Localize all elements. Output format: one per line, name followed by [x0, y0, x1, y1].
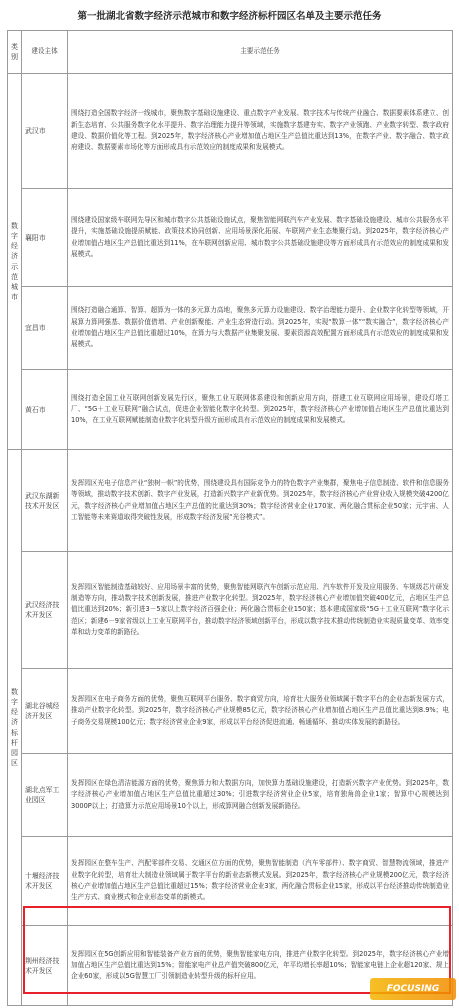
- header-category: 类别: [8, 31, 22, 74]
- subject-cell: 宜昌市: [22, 287, 68, 370]
- table-row: [8, 669, 453, 754]
- demonstration-list-table: [7, 30, 453, 1006]
- subject-cell: 襄阳市: [22, 189, 68, 287]
- document-title: 第一批湖北省数字经济示范城市和数字经济标杆园区名单及主要示范任务: [77, 11, 382, 22]
- task-cell: 围绕打造全国工业互联网创新发展先行区，聚焦工业互联网体系建设和创新应用方向，搭建工业互联网应用场景，建设灯塔工厂、“5G＋工业互联网”融合试点，促进企业智能化数字化转型。到2025年，数字经济核心产业增加值占地区生产总值比重达到10%，在工业互联网赋能制造业数字化转型升级方面形成具有示范效应的制度成果和发展模式。: [68, 370, 453, 450]
- table-row: [8, 74, 453, 189]
- table-row: [8, 450, 453, 552]
- table-row: [8, 754, 453, 837]
- subject-cell: 荆州经济技术开发区: [22, 926, 68, 1006]
- category-cell: 数字经济标杆园区: [8, 450, 22, 1006]
- watermark-logo: FOCUSING: [370, 978, 456, 1000]
- subject-cell: 湖北点军工业园区: [22, 754, 68, 837]
- task-cell: 围绕建设国家级车联网先导区和城市数字公共基础设施试点，聚焦智能网联汽车产业发展、数字基础设施建设、城市公共服务水平提升，实施基础设施提质赋能、政策技术协同创新、应用场景深化拓展、车联网产业生态集聚行动。到2025年，数字经济核心产业增加值占地区生产总值比重达到11%，在车联网创新应用、城市数字公共基础设施建设等方面形成具有示范效应的制度成果和发展模式。: [68, 189, 453, 287]
- task-cell: 发挥园区光电子信息产业“独树一帜”的优势，围绕建设具有国际竞争力的特色数字产业集群，聚焦电子信息制造、软件和信息服务等领域，推动数字技术创新、数字产业发展，打造新兴数字产业新优势。到2025年，数字经济核心产业营业收入规模突破4200亿元，数字经济核心产业增加值占地区生产总值的比重达到30%；数字经济营业企业170家、两化融合贯标企业50家；元宇宙、人工智能等未来赛道取得突破性发展，形成数字经济发展“光谷模式”。: [68, 450, 453, 552]
- subject-cell: 武汉经济技术开发区: [22, 552, 68, 669]
- subject-cell: 黄石市: [22, 370, 68, 450]
- table-row: [8, 552, 453, 669]
- task-cell: 围绕打造融合通算、智算、超算为一体的多元算力高地，聚焦多元算力设施建设、数字治理能力提升、企业数字化转型等领域，开展算力算网强基、数据价值借增、产业创新聚能、产业生态营造行动。到2025年，实现“数算一体”“数实融合”，数字经济核心产业增加值占地区生产总值比重超过10%，在算力与大数据产业集聚发展、要素资源高效配置方面形成具有示范效应的制度成果和发展模式。: [68, 287, 453, 370]
- subject-cell: 湖北谷城经济开发区: [22, 669, 68, 754]
- table-row: [8, 287, 453, 370]
- header-task: 主要示范任务: [68, 31, 453, 74]
- header-subject: 建设主体: [22, 31, 68, 74]
- subject-cell: 武汉东湖新技术开发区: [22, 450, 68, 552]
- task-cell: 发挥园区在电子商务方面的优势，聚焦互联网平台服务、数字商贸方向，培育壮大服务业领域属于数字平台的企业态新发展方式，推动产业数字化转型。到2025年，数字经济核心产业规模85亿元，数字经济核心产业增加值占地区生产总值比重达到8.9%；电子商务交易规模100亿元；数字经济营业企业9家，形成以平台经济促进流通、畅通循环、推动实体发展的新路径。: [68, 669, 453, 754]
- task-cell: 发挥园区在整车生产、汽配零部件交易、交通区位方面的优势，聚焦智能制造（汽车零部件）、数字商贸、智慧物流领域，推进产业数字化转型，培育壮大制造业领域属于数字平台的新业态新模式发展。到2025年，数字经济核心产业规模200亿元，数字经济核心产业增加值占地区生产总值比重超过15%；数字经济营业企业3家，两化融合贯标企业15家，形成以平台经济推动传统制造业生产方式、商业模式和企业形态变革的新模式。: [68, 837, 453, 926]
- category-cell: 数字经济示范城市: [8, 74, 22, 450]
- task-cell: 发挥园区在绿色清洁能源方面的优势，聚焦算力和大数据方向，加快算力基础设施建设，打造新兴数字产业优势。到2025年，数字经济核心产业增加值占地区生产总值比重超过30%；引进数字经济营业企业5家，培育独角兽企业1家；智算中心规模达到3000P以上；打造算力示范应用场景10个以上，形成算网融合创新发展新路径。: [68, 754, 453, 837]
- task-cell: 发挥园区在5G创新应用和智能装备产业方面的优势，聚焦智能家电方向，推进产业数字化转型。到2025年，数字经济核心产业增加值占地区生产总值比重达到15%；智能家电产业总产值突破800亿元，年平均增长率超10%；智能家电链上企业超120家、规上企业60家，形成以5G智慧工厂引领制造业转型升级的标杆应用。: [68, 926, 453, 1006]
- table-row: [8, 370, 453, 450]
- table-header-row: [8, 31, 453, 74]
- task-cell: 围绕打造全国数字经济一线城市，聚焦数字基础设施建设、重点数字产业发展、数字技术与传统产业融合、数据要素体系建立、创新生态培育、公共服务数字化水平提升、数字治理能力提升等领域，实施数字基建夯实、数字产业领跑、产业数字转型、数字政府建设、数据价值化等工程。到2025年，数字经济核心产业增加值占地区生产总值比重达到13%，在数字产业、数字融合、数字政府建设、数据要素市场化等方面形成具有示范效应的制度成果和发展模式。: [68, 74, 453, 189]
- subject-cell: 武汉市: [22, 74, 68, 189]
- table-row: [8, 189, 453, 287]
- task-cell: 发挥园区智能制造基础较好、应用场景丰富的优势，聚焦智能网联汽车创新示范应用、汽车软件开发及应用服务、车规级芯片研发制造等方向，推动数字技术创新发展，推进产业数字化转型。到2025年，数字经济核心产业增加值突破400亿元，占地区生产总值比重达到20%；新引进3－5家以上数字经济百强企业；两化融合贯标企业150家；基本建成国家级“5G＋工业互联网”数字化示范区；新建6－9家省级以上工业互联网平台，推动数字经济领域创新平台，形成以数字技术推动传统制造业实现质量变革、效率变革和动力变革的新路径。: [68, 552, 453, 669]
- subject-cell: 十堰经济技术开发区: [22, 837, 68, 926]
